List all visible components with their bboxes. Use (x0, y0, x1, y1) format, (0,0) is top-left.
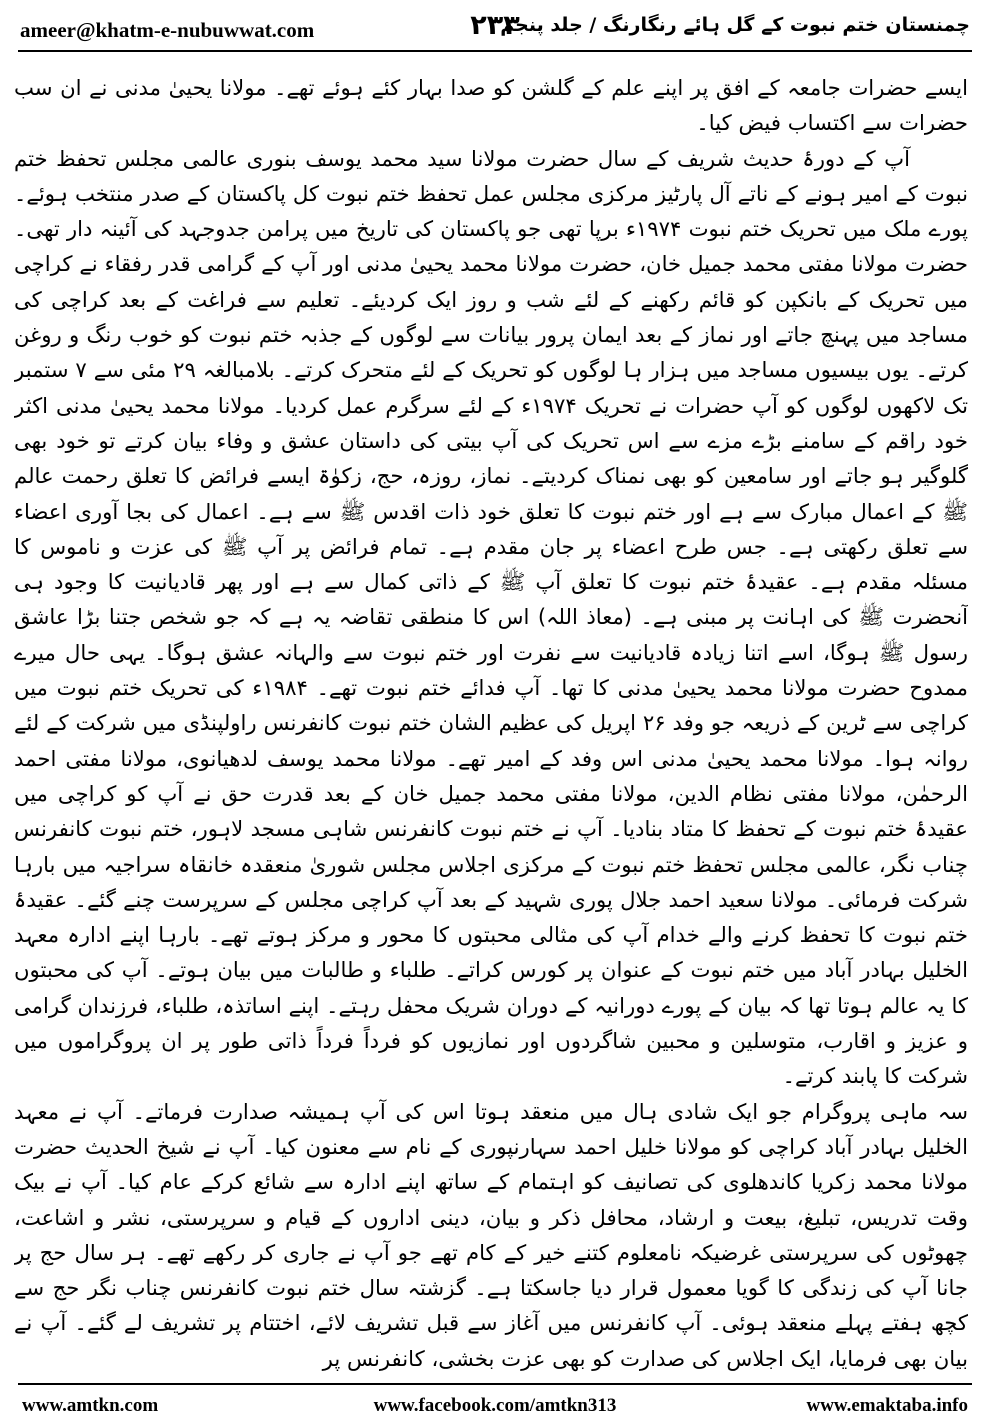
paragraph: سہ ماہی پروگرام جو ایک شادی ہال میں منعقد ہوتا اس کی آپ ہمیشہ صدارت فرماتے۔ آپ نے معہد الخلیل بہادر آباد کراچی کو مولانا خلیل احمد سہارنپوری کے نام سے معنون کیا۔ آپ نے شیخ الحدیث حضرت مولانا محمد زکریا کاندھلوی کی تصانیف کو اہتمام کے ساتھ اپنے ادارہ سے شائع کرکے عام کیا۔ آپ نے بیک وقت تدریس، تبلیغ، بیعت و ارشاد، محافل ذکر و بیان، دینی اداروں کے قیام و سرپرستی، نشر و اشاعت، چھوٹوں کی سرپرستی غرضیکہ نامعلوم کتنے خیر کے کام تھے جو آپ نے جاری کر رکھے تھے۔ ہر سال حج پر جانا آپ کی زندگی کا گویا معمول قرار دیا جاسکتا ہے۔ گزشتہ سال ختم نبوت کانفرنس چناب نگر حج سے کچھ ہفتے پہلے منعقد ہوئی۔ آپ کانفرنس میں آغاز سے قبل تشریف لائے، اختتام پر تشریف لے گئے۔ آپ نے بیان بھی فرمایا، ایک اجلاس کی صدارت کو بھی عزت بخشی، کانفرنس پر (14, 1098, 968, 1371)
paragraph: آپ کے دورۂ حدیث شریف کے سال حضرت مولانا سید محمد یوسف بنوری عالمی مجلس تحفظ ختم نبوت کے امیر ہونے کے ناتے آل پارٹیز مرکزی مجلس عمل تحفظ ختم نبوت کل پاکستان کے صدر منتخب ہوئے۔ پورے ملک میں تحریک ختم نبوت ۱۹۷۴ء برپا تھی جو پاکستان کی تاریخ میں پرامن جدوجہد کی آئینہ دار تھی۔ حضرت مولانا مفتی محمد جمیل خان، حضرت مولانا محمد یحییٰ مدنی اور آپ کے گرامی قدر رفقاء نے کراچی میں تحریک کے بانکپن کو قائم رکھنے کے لئے شب و روز ایک کردیئے۔ تعلیم سے فراغت کے بعد کراچی کی مساجد میں پہنچ جاتے اور نماز کے بعد ایمان پرور بیانات سے لوگوں کے جذبہ ختم نبوت کو خوب رنگ و روغن کرتے۔ یوں بیسیوں مساجد میں ہزار ہا لوگوں کو تحریک کے لئے متحرک کرتے۔ بلامبالغہ ۲۹ مئی سے ۷ ستمبر تک لاکھوں لوگوں کو آپ حضرات نے تحریک ۱۹۷۴ء کے لئے سرگرم عمل کردیا۔ مولانا محمد یحییٰ مدنی اکثر خود راقم کے سامنے بڑے مزے سے اس تحریک کی آپ بیتی کی داستان عشق و وفاء بیان کرتے تو خود بھی گلوگیر ہو جاتے اور سامعین کو بھی نمناک کردیتے۔ نماز، روزہ، حج، زکوٰۃ ایسے فرائض کا تعلق رحمت عالم ﷺ کے اعمال مبارک سے ہے اور ختم نبوت کا تعلق خود ذات اقدس ﷺ سے ہے۔ اعمال کی بجا آوری اعضاء سے تعلق رکھتی ہے۔ جس طرح اعضاء پر جان مقدم ہے۔ تمام فرائض پر آپ ﷺ کی عزت و ناموس کا مسئلہ مقدم ہے۔ عقیدۂ ختم نبوت کا تعلق آپ ﷺ کے ذاتی کمال سے ہے اور پھر قادیانیت کا وجود ہی آنحضرت ﷺ کی اہانت پر مبنی ہے۔ (معاذ اللہ) اس کا منطقی تقاضہ یہ ہے کہ جو شخص جتنا بڑا عاشق رسول ﷺ ہوگا، اسے اتنا زیادہ قادیانیت سے نفرت اور ختم نبوت سے والہانہ عشق ہوگا۔ یہی حال میرے ممدوح حضرت مولانا محمد یحییٰ مدنی کا تھا۔ آپ فدائے ختم نبوت تھے۔ ۱۹۸۴ء کی تحریک ختم نبوت میں کراچی سے ٹرین کے ذریعہ جو وفد ۲۶ اپریل کی عظیم الشان ختم نبوت کانفرنس راولپنڈی میں شرکت کے لئے روانہ ہوا۔ مولانا محمد یحییٰ مدنی اس وفد کے امیر تھے۔ مولانا محمد یوسف لدھیانوی، مولانا مفتی احمد الرحمٰن، مولانا مفتی نظام الدین، مولانا مفتی محمد جمیل خان کے بعد قدرت حق نے آپ کو کراچی میں عقیدۂ ختم نبوت کے تحفظ کا متاد بنادیا۔ آپ نے ختم نبوت کانفرنس شاہی مسجد لاہور، ختم نبوت کانفرنس چناب نگر، عالمی مجلس تحفظ ختم نبوت کے مرکزی اجلاس مجلس شوریٰ منعقدہ خانقاہ سراجیہ میں بارہا شرکت فرمائی۔ مولانا سعید احمد جلال پوری شہید کے بعد آپ کراچی مجلس کے سرپرست چنے گئے۔ عقیدۂ ختم نبوت کا تحفظ کرنے والے خدام آپ کی مثالی محبتوں کا محور و مرکز ہوتے تھے۔ بارہا اپنے ادارہ معہد الخلیل بہادر آباد میں ختم نبوت کے عنوان پر کورس کراتے۔ طلباء و طالبات میں بیان ہوتے۔ آپ کی محبتوں کا یہ عالم ہوتا تھا کہ بیان کے پورے دورانیہ کے دوران شریک محفل رہتے۔ اپنے اساتذہ، طلباء، فرزندان گرامی و عزیز و اقارب، متوسلین و محبین شاگردوں اور نمازیوں کو فرداً فرداً ذاتی طور پر ان پروگراموں میں شرکت کا پابند کرتے۔ (14, 145, 968, 1089)
footer-link-facebook: www.facebook.com/amtkn313 (373, 1395, 617, 1416)
page-header (18, 8, 972, 52)
book-title: چمنستان ختم نبوت کے گل ہائے رنگارنگ / جلد پنجم (500, 14, 970, 36)
footer-link-emaktaba: www.emaktaba.info (806, 1395, 968, 1416)
footer-link-amtkn: www.amtkn.com (22, 1395, 159, 1416)
header-email: ameer@khatm-e-nubuwwat.com (20, 18, 315, 42)
page-body (14, 70, 968, 1382)
paragraph: ایسے حضرات جامعہ کے افق پر اپنے علم کے گلشن کو صدا بہار کئے ہوئے تھے۔ مولانا یحییٰ مدنی نے ان سب حضرات سے اکتساب فیض کیا۔ (14, 75, 968, 136)
page-number: ۲۳۳ (470, 10, 520, 41)
page-footer (18, 1383, 972, 1415)
